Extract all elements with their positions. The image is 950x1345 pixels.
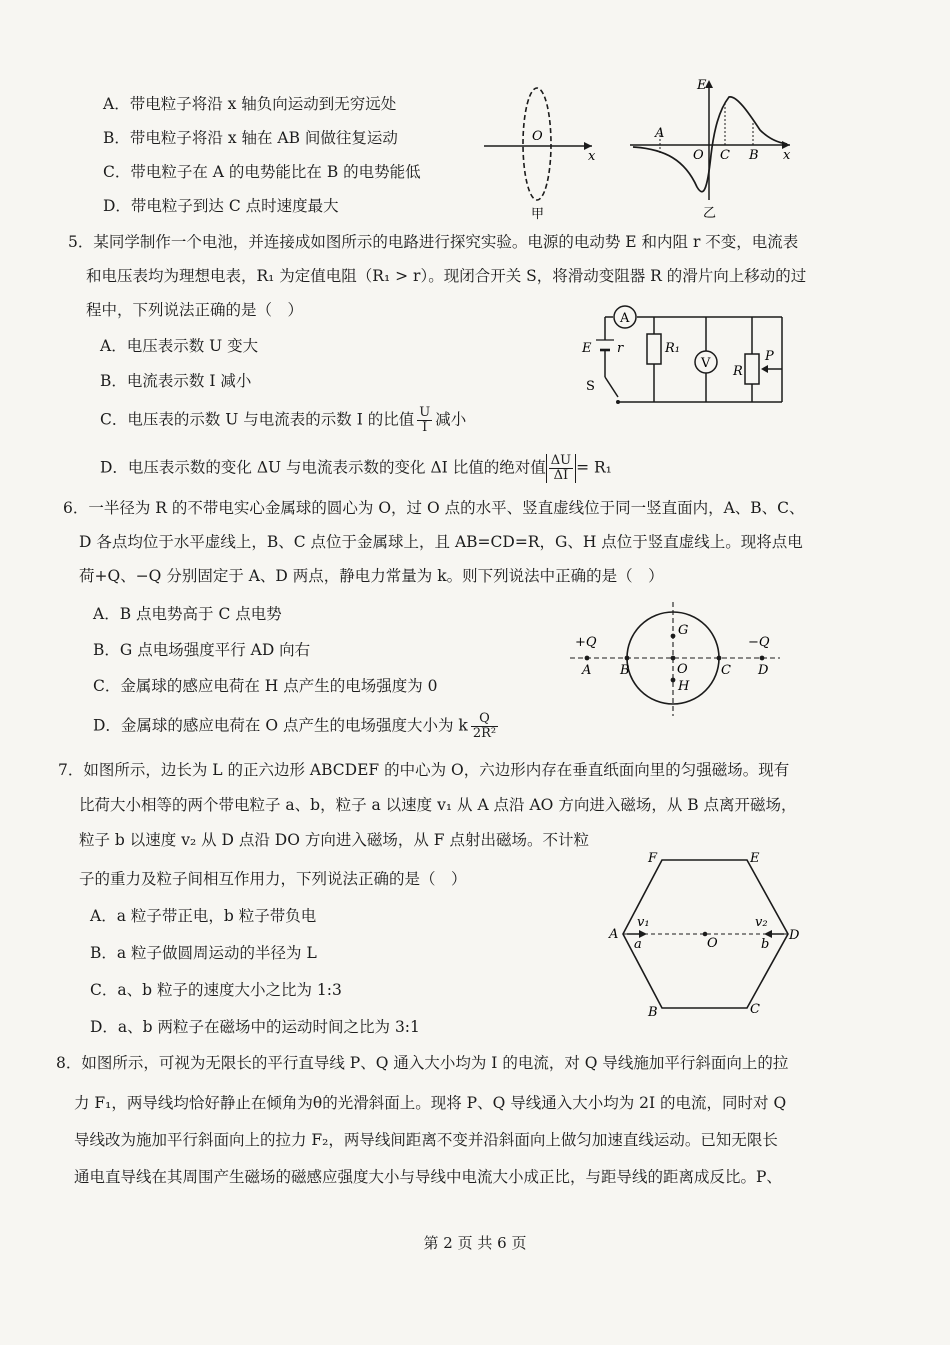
q5-circuit-p-label: P <box>765 349 774 364</box>
q6-label-minus-q: −Q <box>748 635 770 650</box>
q6-option-d-text: D．金属球的感应电荷在 O 点产生的电场强度大小为 k <box>93 716 468 735</box>
q7-stem-line4: 子的重力及粒子间相互作用力，下列说法正确的是（ ） <box>79 870 467 888</box>
q7-stem-line3: 粒子 b 以速度 v₂ 从 D 点沿 DO 方向进入磁场，从 F 点射出磁场。不计粒 <box>79 831 589 849</box>
q6-option-a: A．B 点电势高于 C 点电势 <box>93 605 282 623</box>
q7-stem-line1: 7．如图所示，边长为 L 的正六边形 ABCDEF 的中心为 O，六边形内存在垂直纸面向里的匀强磁场。现有 <box>58 761 790 779</box>
q6-option-c: C．金属球的感应电荷在 H 点产生的电场强度为 0 <box>93 677 438 695</box>
q5-option-d-abs <box>546 454 576 483</box>
q7-option-b: B．a 粒子做圆周运动的半径为 L <box>90 944 317 962</box>
q7-label-c: C <box>750 1002 760 1017</box>
q6-label-b: B <box>620 663 630 678</box>
q4-option-c: C．带电粒子在 A 的电势能比在 B 的电势能低 <box>103 163 421 181</box>
q6-option-b: B．G 点电场强度平行 AD 向右 <box>93 641 311 659</box>
q6-sphere-figure <box>565 598 790 720</box>
q5-stem-line1: 5．某同学制作一个电池，并连接成如图所示的电路进行探究实验。电源的电动势 E 和内阻 r 不变，电流表 <box>68 233 799 251</box>
q7-label-v1: v₁ <box>637 915 650 930</box>
q8-stem-line3: 导线改为施加平行斜面向上的拉力 F₂，两导线间距离不变并沿斜面向上做匀加速直线运动。已知无限长 <box>74 1131 778 1149</box>
q6-option-d-den: 2R² <box>472 726 497 741</box>
q6-stem-line1: 6．一半径为 R 的不带电实心金属球的圆心为 O，过 O 点的水平、竖直虚线位于同一竖直面内，A、B、C、 <box>63 499 805 517</box>
q7-option-d: D．a、b 两粒子在磁场中的运动时间之比为 3:1 <box>90 1018 420 1036</box>
q8-stem-line2: 力 F₁，两导线均恰好静止在倾角为θ的光滑斜面上。现将 P、Q 导线通入大小均为 2I 的电流，同时对 Q <box>74 1094 787 1112</box>
q4-figure-jia <box>480 78 610 223</box>
q6-label-plus-q: +Q <box>575 635 597 650</box>
q5-circuit-e-label: E <box>582 341 592 356</box>
q8-stem-line1: 8．如图所示，可视为无限长的平行直导线 P、Q 通入大小均为 I 的电流，对 Q 导线施加平行斜面向上的拉 <box>56 1054 789 1072</box>
q5-option-c <box>100 406 466 435</box>
q4-figure-yi <box>625 75 800 225</box>
q7-label-particle-a: a <box>634 937 642 952</box>
q5-option-d-den: ΔI <box>553 468 569 483</box>
q5-option-a: A．电压表示数 U 变大 <box>100 337 259 355</box>
q7-stem-line2: 比荷大小相等的两个带电粒子 a、b，粒子 a 以速度 v₁ 从 A 点沿 AO 方向进入磁场，从 B 点离开磁场， <box>79 796 797 814</box>
q6-label-h: H <box>678 679 690 694</box>
q5-option-c-den: I <box>422 420 428 435</box>
q4-yi-label-c: C <box>720 148 730 163</box>
q5-option-d-num: ΔU <box>550 453 572 468</box>
q4-jia-label-x: x <box>588 149 596 164</box>
q5-option-b: B．电流表示数 I 减小 <box>100 372 252 390</box>
q6-stem-line3: 荷+Q、−Q 分别固定于 A、D 两点，静电力常量为 k。则下列说法中正确的是（ ） <box>79 567 664 585</box>
q5-option-c-text: C．电压表的示数 U 与电流表的示数 I 的比值 <box>100 410 415 429</box>
q4-yi-label-x: x <box>783 148 791 163</box>
q5-option-d-fraction <box>549 454 573 483</box>
q5-circuit-r-internal-label: r <box>617 341 624 356</box>
q4-jia-label-o: O <box>532 129 543 144</box>
q7-label-a: A <box>609 927 619 942</box>
q6-label-a: A <box>582 663 592 678</box>
q7-option-a: A．a 粒子带正电，b 粒子带负电 <box>90 907 317 925</box>
q7-label-f: F <box>648 851 658 866</box>
q4-option-d: D．带电粒子到达 C 点时速度最大 <box>103 197 339 215</box>
q5-circuit-voltmeter-label: V <box>701 356 711 371</box>
q7-label-v2: v₂ <box>755 915 768 930</box>
q4-yi-label-b: B <box>749 148 759 163</box>
q7-label-d: D <box>789 928 800 943</box>
q4-yi-label-e: E <box>697 78 707 93</box>
q5-option-d-text: D．电压表示数的变化 ΔU 与电流表示数的变化 ΔI 比值的绝对值 <box>100 458 546 477</box>
q6-option-d-num: Q <box>471 712 498 727</box>
q6-option-d-fraction <box>471 712 498 741</box>
q5-stem-line3: 程中，下列说法正确的是（ ） <box>86 301 304 319</box>
q5-circuit-figure <box>570 302 795 414</box>
q6-option-d <box>93 712 501 741</box>
q5-circuit-r1-label: R₁ <box>665 341 680 356</box>
q5-option-d <box>100 454 612 483</box>
q7-label-o: O <box>707 936 718 951</box>
q5-circuit-r-label: R <box>733 364 743 379</box>
q5-circuit-s-label: S <box>586 379 595 394</box>
q4-yi-label-o: O <box>693 148 704 163</box>
q5-option-c-fraction <box>417 406 432 435</box>
q4-option-a: A．带电粒子将沿 x 轴负向运动到无穷远处 <box>103 95 397 113</box>
q5-stem-line2: 和电压表均为理想电表，R₁ 为定值电阻（R₁ > r）。现闭合开关 S，将滑动变阻器 R 的滑片向上移动的过 <box>86 267 807 285</box>
q6-stem-line2: D 各点均位于水平虚线上，B、C 点位于金属球上，且 AB=CD=R，G、H 点位于竖直虚线上。现将点电 <box>79 533 803 551</box>
page-footer: 第 2 页 共 6 页 <box>423 1234 527 1252</box>
q4-jia-caption: 甲 <box>531 207 545 222</box>
q5-option-d-suffix: = R₁ <box>576 458 612 477</box>
q6-label-o: O <box>677 662 688 677</box>
q5-option-c-suffix: 减小 <box>435 410 467 429</box>
q7-label-particle-b: b <box>761 937 770 952</box>
q6-label-g: G <box>678 623 689 638</box>
q4-yi-caption: 乙 <box>703 206 717 221</box>
q7-option-c: C．a、b 粒子的速度大小之比为 1:3 <box>90 981 342 999</box>
q8-stem-line4: 通电直导线在其周围产生磁场的磁感应强度大小与导线中电流大小成正比，与距导线的距离成反比。P、 <box>74 1168 782 1186</box>
q5-option-c-num: U <box>419 405 431 420</box>
q6-label-c: C <box>721 663 731 678</box>
q5-circuit-ammeter-label: A <box>620 311 630 326</box>
q7-label-b: B <box>648 1005 658 1020</box>
q7-label-e: E <box>750 851 760 866</box>
q7-hexagon-figure <box>605 848 800 1023</box>
q4-yi-label-a: A <box>655 126 665 141</box>
q6-label-d: D <box>758 663 769 678</box>
q4-option-b: B．带电粒子将沿 x 轴在 AB 间做往复运动 <box>103 129 398 147</box>
